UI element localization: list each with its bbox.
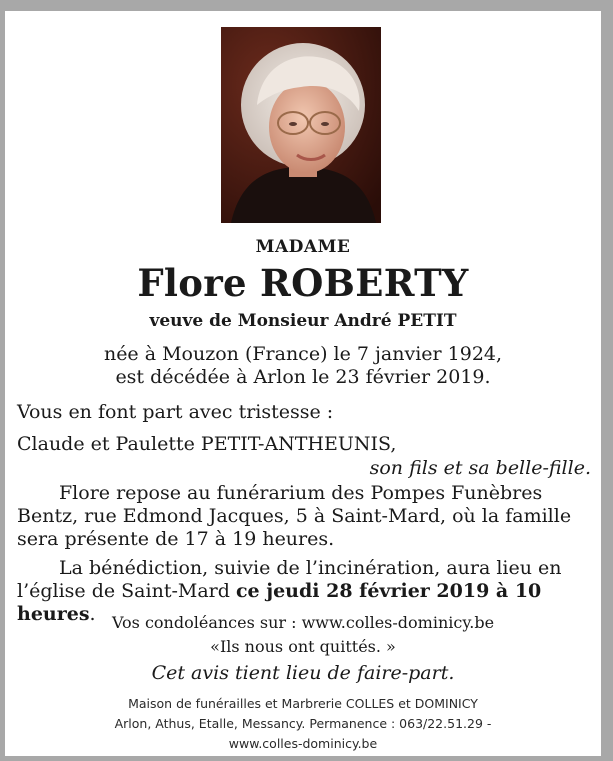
funeral-home-contact: Arlon, Athus, Etalle, Messancy. Permanence : 063/22.51.29 -	[114, 716, 492, 731]
family-names: Claude et Paulette PETIT-ANTHEUNIS,	[17, 433, 397, 455]
faire-part-line: Cet avis tient lieu de faire-part.	[151, 662, 455, 684]
obituary-card	[5, 11, 601, 756]
family-role: son fils et sa belle-fille.	[369, 457, 591, 479]
ceremony-datetime: ce jeudi 28 février 2019 à 10 heures	[17, 580, 542, 625]
funeral-home-name: Maison de funérailles et Marbrerie COLLES et DOMINICY	[128, 696, 478, 711]
portrait-photo	[221, 27, 381, 223]
birth-line: née à Mouzon (France) le 7 janvier 1924,	[103, 343, 503, 365]
portrait-photo-icon	[221, 27, 381, 223]
ceremony-text: La bénédiction, suivie de l’incinération, aura lieu en l’église de Saint-Mard	[17, 557, 562, 602]
funeral-home-website: www.colles-dominicy.be	[228, 736, 378, 751]
death-line: est décédée à Arlon le 23 février 2019.	[115, 366, 491, 388]
title-prefix: MADAME	[255, 237, 351, 257]
quote-line: «Ils nous ont quittés. »	[210, 637, 396, 656]
deceased-name: Flore ROBERTY	[137, 261, 469, 305]
funeral-home-block	[5, 694, 601, 754]
widow-of-line: veuve de Monsieur André PETIT	[149, 311, 457, 331]
ceremony-end: .	[89, 603, 96, 625]
condolences-line: Vos condoléances sur : www.colles-dominicy.be	[111, 613, 495, 632]
announcement-line: Vous en font part avec tristesse :	[17, 401, 334, 423]
funerarium-paragraph: Flore repose au funérarium des Pompes Funèbres Bentz, rue Edmond Jacques, 5 à Saint-Mard, où la famille sera présente de 17 à 19 heures.	[17, 482, 572, 550]
birth-death-block	[5, 343, 601, 389]
